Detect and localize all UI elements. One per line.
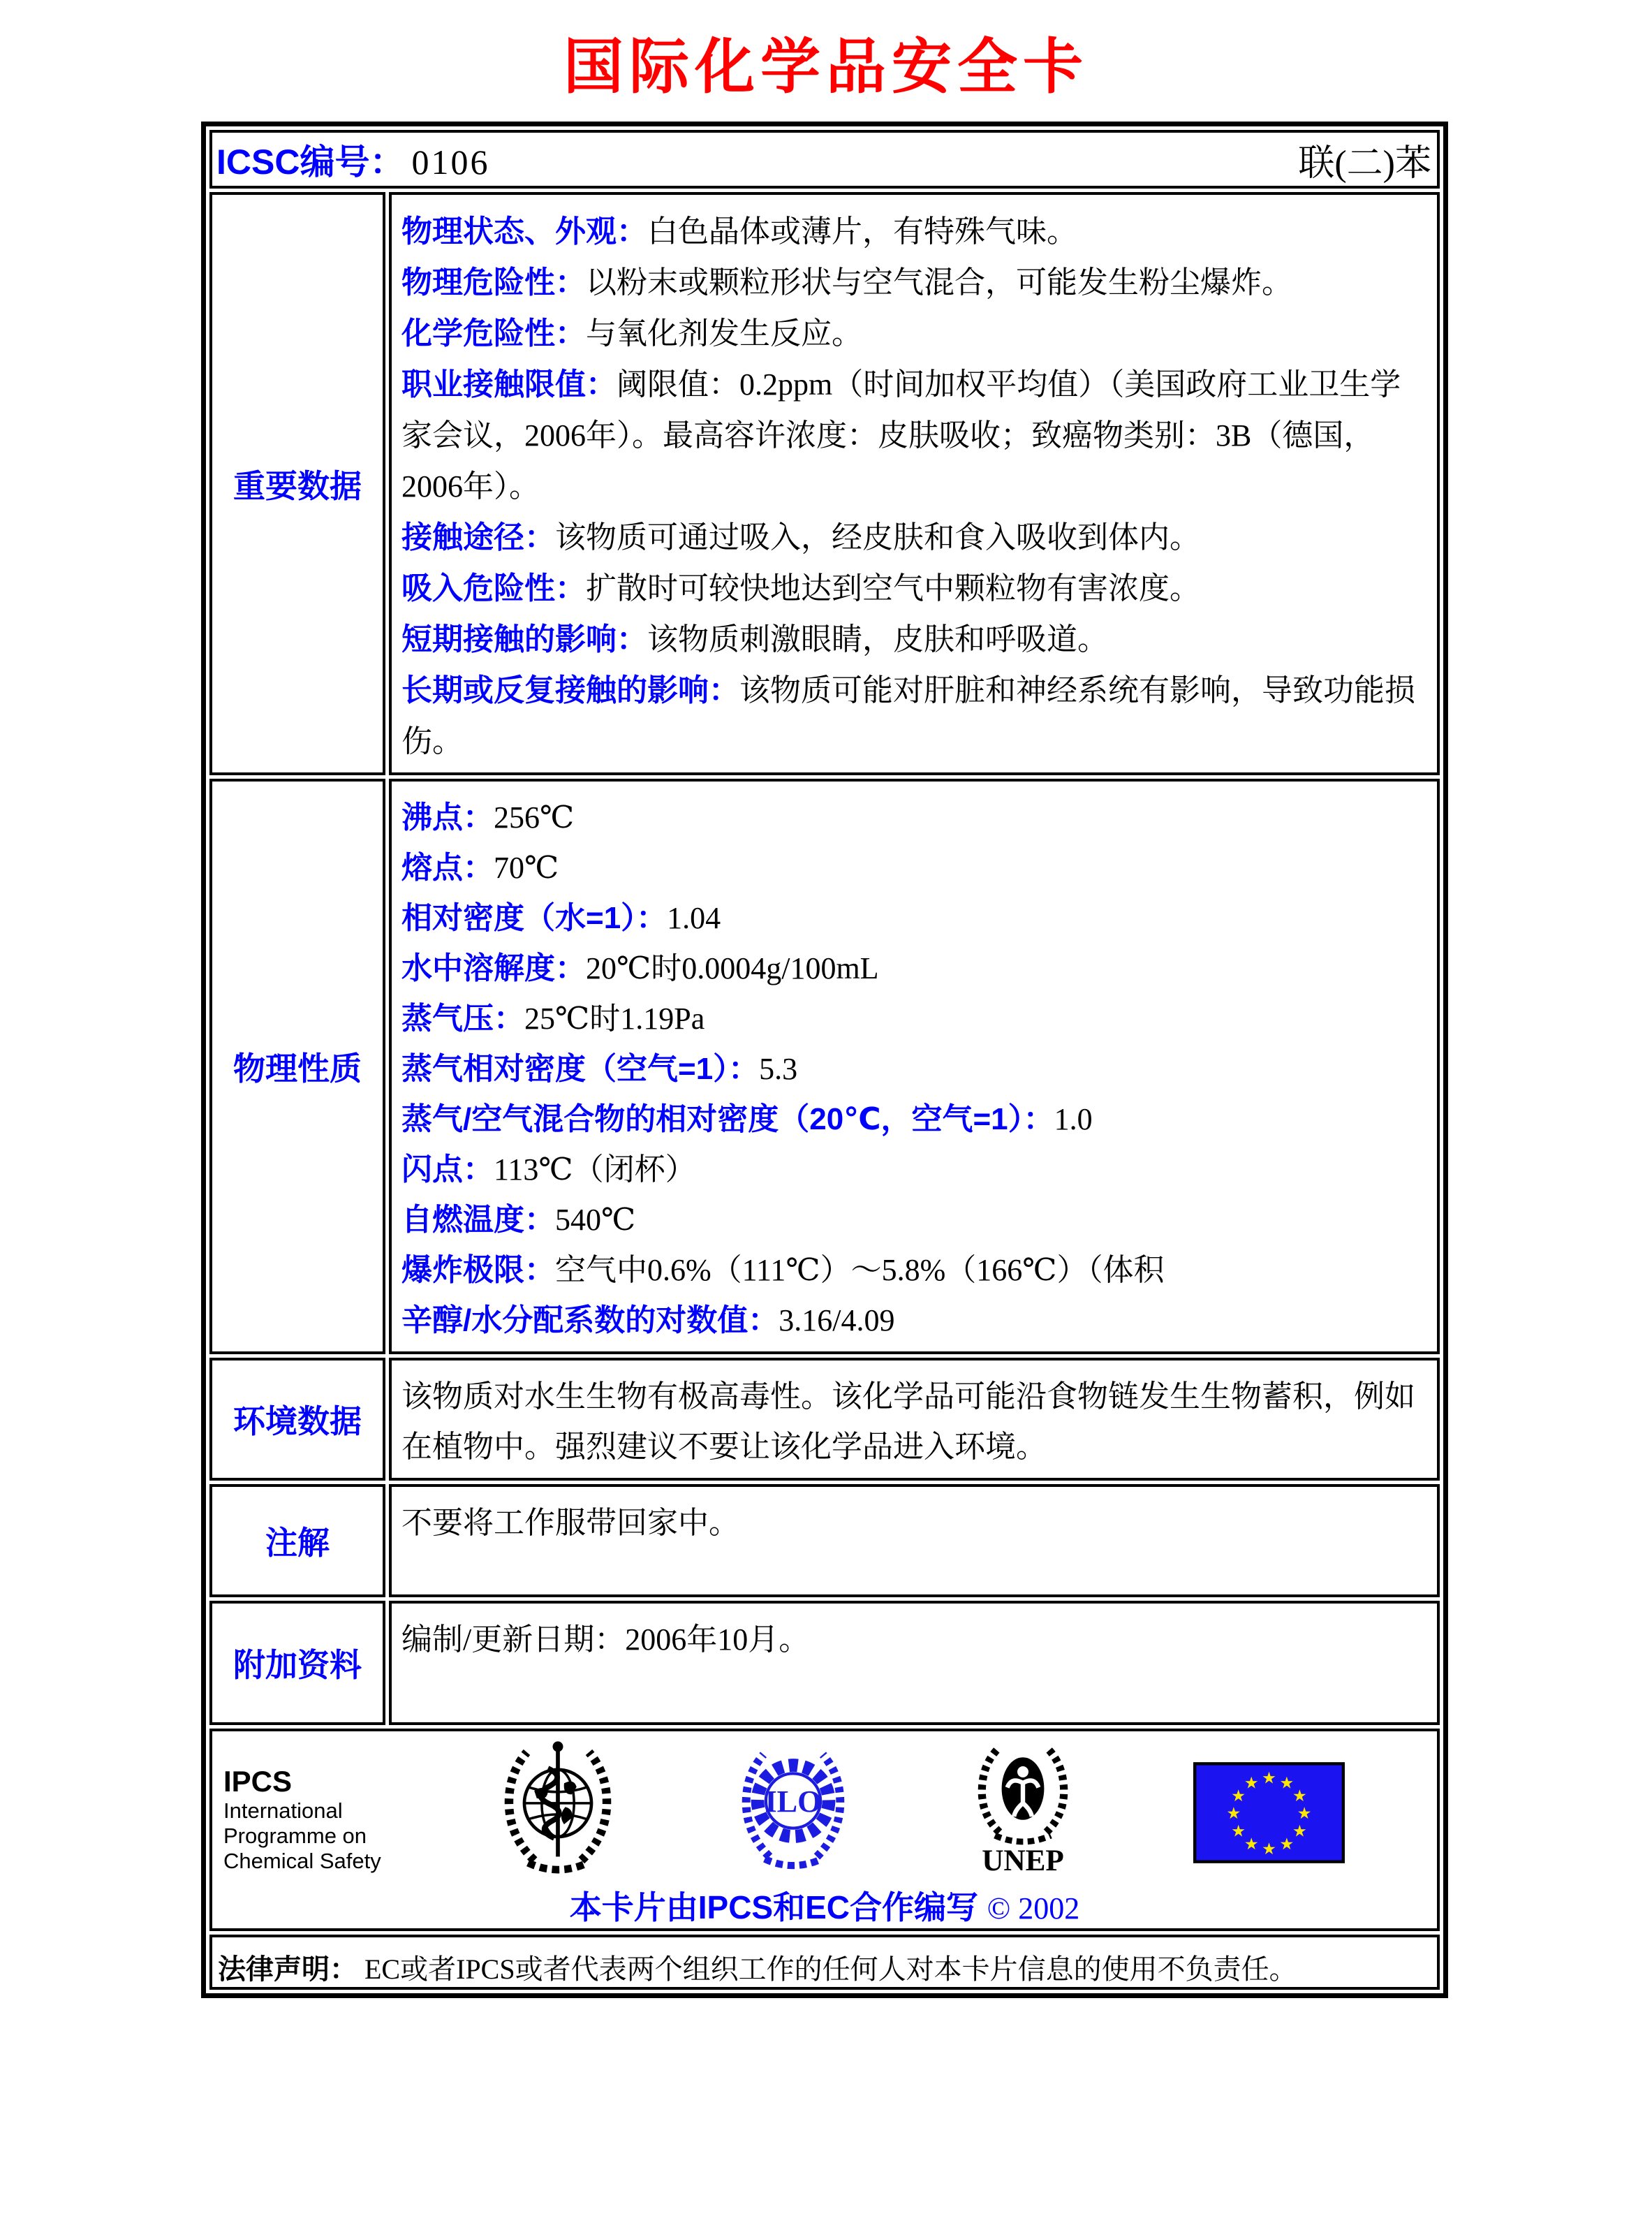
data-item: 职业接触限值：阈限值：0.2ppm（时间加权平均值）（美国政府工业卫生学家会议，2006年）。最高容许浓度：皮肤吸收；致癌物类别：3B（德国，2006年）。 (401, 367, 1401, 504)
notes-row (209, 1484, 1440, 1597)
important-data-row (209, 192, 1440, 775)
property-item: 蒸气/空气混合物的相对密度（20℃，空气=1）：1.0 (401, 1102, 1093, 1136)
unep-icon (967, 1738, 1079, 1881)
legal-notice-label: 法律声明： (218, 1954, 357, 1985)
svg-text:★: ★ (1231, 1822, 1246, 1841)
chemical-name: 联(二)苯 (1298, 143, 1431, 184)
data-item: 长期或反复接触的影响：该物质可能对肝脏和神经系统有影响，导致功能损伤。 (401, 673, 1415, 758)
section-label-notes: 注解 (265, 1525, 330, 1561)
ipcs-subtitle-line2: Programme on (223, 1824, 367, 1848)
environmental-data-content (389, 1358, 1440, 1481)
svg-text:★: ★ (1244, 1835, 1259, 1854)
property-item: 沸点：256℃ (401, 800, 575, 835)
environmental-data-row (209, 1358, 1440, 1481)
svg-text:★: ★ (1279, 1835, 1295, 1854)
who-icon (496, 1738, 620, 1881)
physical-properties-row (209, 779, 1440, 1354)
ipcs-acronym: IPCS (223, 1765, 293, 1798)
property-item: 水中溶解度：20℃时0.0004g/100mL (401, 951, 879, 985)
logos-row (209, 1729, 1440, 1931)
legal-notice-row (209, 1935, 1440, 1990)
svg-text:★: ★ (1279, 1774, 1295, 1793)
section-label-additional-info: 附加资料 (233, 1647, 362, 1683)
header-row (209, 130, 1440, 189)
property-item: 闪点：113℃（闭杯） (401, 1152, 696, 1187)
svg-text:★: ★ (1292, 1822, 1307, 1841)
data-item: 吸入危险性：扩散时可较快地达到空气中颗粒物有害浓度。 (401, 571, 1200, 606)
property-item: 爆炸极限：空气中0.6%（111℃）～5.8%（166℃）（体积 (401, 1253, 1165, 1287)
ipcs-block (223, 1765, 381, 1874)
section-label-environmental-data: 环境数据 (233, 1403, 362, 1439)
notes-content (389, 1484, 1440, 1597)
svg-text:★: ★ (1226, 1805, 1241, 1824)
ilo-icon (734, 1738, 853, 1879)
important-data-content (389, 192, 1440, 775)
data-item: 接触途径：该物质可通过吸入，经皮肤和食入吸收到体内。 (401, 520, 1200, 555)
property-item: 熔点：70℃ (401, 851, 559, 885)
property-item: 蒸气相对密度（空气=1）：5.3 (401, 1052, 798, 1086)
copyright-text: © 2002 (987, 1891, 1080, 1925)
ipcs-subtitle-line1: International (223, 1798, 343, 1823)
data-item: 物理状态、外观：白色晶体或薄片，有特殊气味。 (401, 214, 1077, 249)
svg-text:★: ★ (1262, 1840, 1276, 1858)
section-label-important-data: 重要数据 (233, 467, 362, 504)
notes-text: 不要将工作服带回家中。 (401, 1506, 739, 1540)
icsc-number-group (216, 134, 489, 184)
ilo-letters: ILO (765, 1784, 822, 1819)
icsc-number-label: ICSC编号： (216, 142, 405, 182)
svg-text:★: ★ (1262, 1769, 1276, 1788)
svg-text:★: ★ (1244, 1774, 1259, 1793)
ipcs-subtitle-line3: Chemical Safety (223, 1849, 381, 1873)
environmental-data-text: 该物质对水生生物有极高毒性。该化学品可能沿食物链发生生物蓄积，例如在植物中。强烈建议不要让该化学品进入环境。 (401, 1379, 1415, 1464)
svg-text:★: ★ (1231, 1787, 1246, 1805)
eu-flag-icon (1193, 1762, 1345, 1867)
svg-text:★: ★ (1292, 1787, 1307, 1805)
property-item: 辛醇/水分配系数的对数值：3.16/4.09 (401, 1303, 895, 1337)
card-caption (212, 1882, 1437, 1928)
data-item: 化学危险性：与氧化剂发生反应。 (401, 316, 862, 351)
data-item: 短期接触的影响：该物质刺激眼睛，皮肤和呼吸道。 (401, 622, 1108, 656)
property-item: 蒸气压：25℃时1.19Pa (401, 1002, 705, 1036)
page-title: 国际化学品安全卡 (563, 31, 1089, 102)
legal-notice-text: EC或者IPCS或者代表两个组织工作的任何人对本卡片信息的使用不负责任。 (364, 1953, 1297, 1985)
additional-info-content (389, 1601, 1440, 1725)
svg-text:★: ★ (1297, 1805, 1312, 1824)
section-label-physical-properties: 物理性质 (233, 1050, 362, 1087)
caption-text: 本卡片由IPCS和EC合作编写 (569, 1889, 979, 1925)
property-item: 自燃温度：540℃ (401, 1203, 636, 1237)
unep-wordmark: UNEP (982, 1844, 1064, 1877)
additional-info-row (209, 1601, 1440, 1725)
additional-info-text: 编制/更新日期：2006年10月。 (401, 1622, 810, 1657)
safety-card-table (201, 122, 1448, 1998)
physical-properties-content (389, 779, 1440, 1354)
data-item: 物理危险性：以粉末或颗粒形状与空气混合，可能发生粉尘爆炸。 (401, 265, 1292, 300)
icsc-number-value: 0106 (411, 142, 490, 182)
property-item: 相对密度（水=1）：1.04 (401, 901, 721, 935)
